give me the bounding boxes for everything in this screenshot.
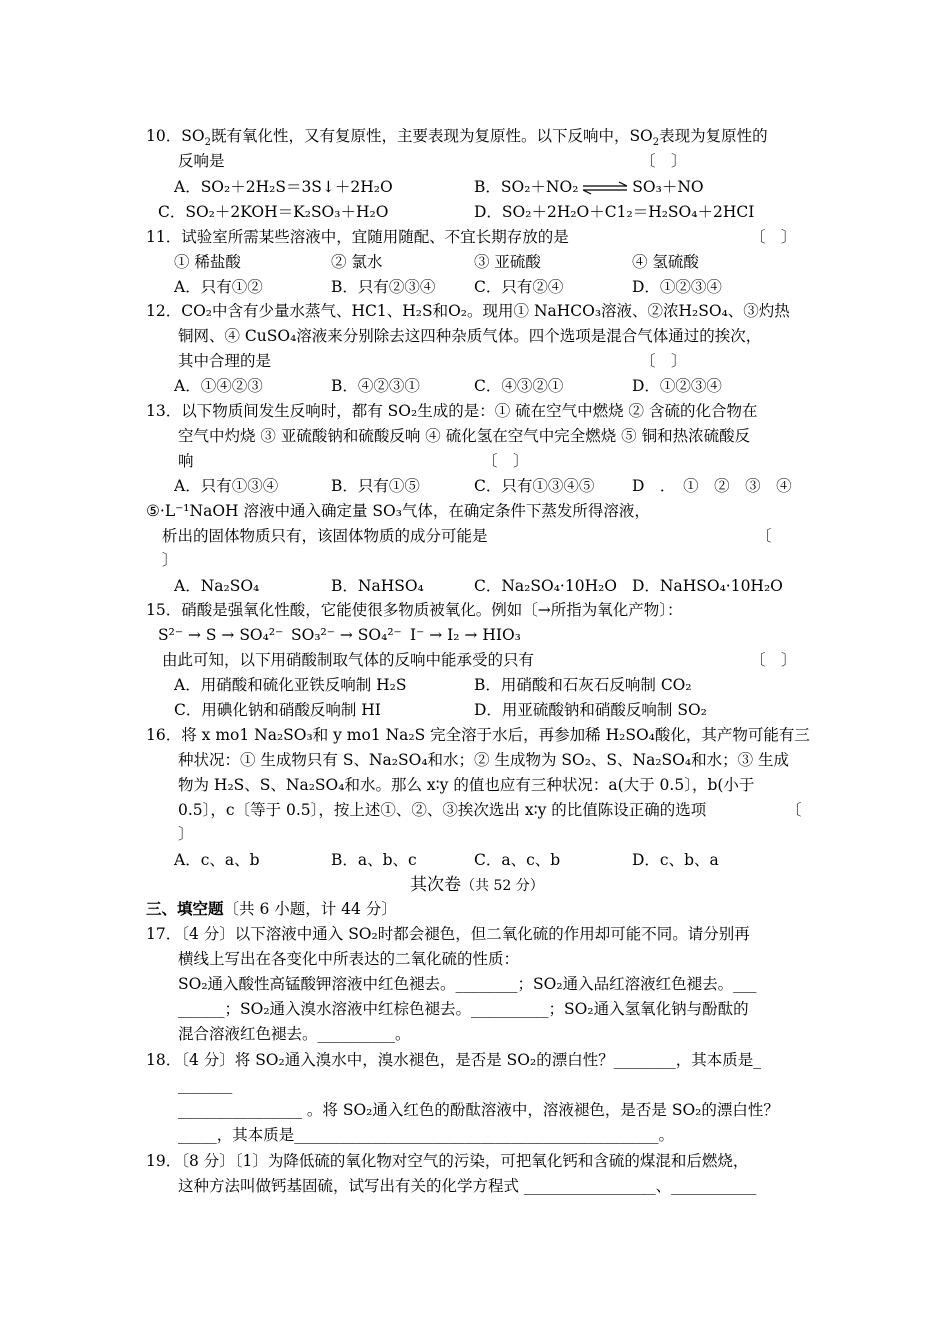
q12-line2: 铜网、④ CuSO₄溶液来分别除去这四种杂质气体。四个选项是混合气体通过的挨次， [178,327,762,345]
q15-line3: 由此可知，以下用硝酸制取气体的反响中能承受的只有 [162,651,535,669]
q13-option-c: C．只有①③④⑤ [474,477,595,495]
q15-example-1: S²⁻ → S → SO₄²⁻ [158,626,284,644]
equilibrium-arrow-icon [583,181,627,195]
q16-option-a: A．c、a、b [174,851,260,869]
q14-paren-close: 〕 [162,551,178,569]
section3-heading [146,899,397,919]
q15-option-a: A．用硝酸和硫化亚铁反响制 H₂S [174,676,407,694]
q15-example-3: I⁻ → I₂ → HIO₃ [410,626,521,644]
q11-option-d: D．①②③④ [632,278,722,296]
q13-option-b: B．只有①⑤ [331,477,420,495]
q13-line2: 空气中灼烧 ③ 亚硫酸钠和硫酸反响 ④ 硫化氢在空气中完全燃烧 ⑤ 铜和热浓硫酸反 [178,427,751,445]
q16-line2: 种状况：① 生成物只有 S、Na₂SO₄和水；② 生成物为 SO₂、S、Na₂SO₄和水；③ 生成 [178,751,790,769]
q14-line2: 析出的固体物质只有，该固体物质的成分可能是 [162,527,488,545]
q15-option-d: D．用亚硫酸钠和硝酸反响制 SO₂ [474,701,707,719]
q11-item-4: ④ 氢硫酸 [632,253,699,271]
q14-option-c: C．Na₂SO₄·10H₂O [474,577,618,595]
part2-title: 其次卷 [410,875,461,895]
q16-line1: 16．将 x mo1 Na₂SO₃和 y mo1 Na₂S 完全溶于水后，再参加稀 H₂SO₄酸化，其产物可能有三 [146,726,810,744]
q14-option-d: D．NaHSO₄·10H₂O [632,577,783,595]
q17-line3: SO₂通入酸性高锰酸钾溶液中红色褪去。________；SO₂通入品红溶液红色褪去。___ [178,975,757,993]
q12-line3: 其中合理的是 [178,352,272,370]
q10-option-a: A．SO₂＋2H₂S＝3S↓＋2H₂O [174,178,393,196]
q19-line1: 19．〔8 分〕〔1〕为降低硫的氧化物对空气的污染，可把氧化钙和含硫的煤混和后燃烧， [146,1152,749,1170]
q18-line2: _______ [178,1076,233,1094]
q11-option-c: C．只有②④ [474,278,564,296]
q13-line3: 响 [178,452,194,470]
q11-line1: 11．试验室所需某些溶液中，宜随用随配、不宜长期存放的是 [146,228,569,246]
section3-title: 三、填空题 [146,899,224,918]
q16-option-c: C．a、c、b [474,851,561,869]
q14-option-a: A．Na₂SO₄ [174,577,260,595]
q12-option-b: B．④②③① [331,377,420,395]
q10-option-d: D．SO₂＋2H₂O＋C1₂＝H₂SO₄＋2HCI [474,203,755,221]
q11-paren: 〔 〕 [750,228,797,246]
part2-subtitle: （共 52 分） [461,878,544,894]
q12-option-d: D．①②③④ [632,377,722,395]
q13-option-a: A．只有①③④ [174,477,279,495]
part2-heading [410,875,544,896]
q17-line4: ______；SO₂通入溴水溶液中红棕色褪去。__________；SO₂通入氢氧化钠与酚酞的 [178,1000,749,1018]
q10-line2: 反响是 [178,152,225,170]
q15-option-b: B．用硝酸和石灰石反响制 CO₂ [474,676,692,694]
q14-option-b: B．NaHSO₄ [331,577,424,595]
q16-option-d: D．c、b、a [632,851,719,869]
q15-line1: 15．硝酸是强氧化性酸，它能使很多物质被氧化。例如〔→所指为氧化产物〕： [146,601,683,619]
q14-paren-open: 〔 [756,527,772,545]
q16-paren-close: 〕 [178,825,194,843]
q15-paren: 〔 〕 [750,651,797,669]
q11-item-1: ① 稀盐酸 [174,253,241,271]
q12-option-a: A．①④②③ [174,377,263,395]
q15-option-c: C．用碘化钠和硝酸反响制 HI [174,701,381,719]
q16-line4: 0.5〕，c〔等于 0.5〕，按上述①、②、③挨次选出 x∶y 的比值陈设正确的选项 [178,801,707,819]
q12-line1: 12．CO₂中含有少量水蒸气、HC1、H₂S和O₂。现用① NaHCO₃溶液、②浓H₂SO₄、③灼热 [146,302,790,320]
q16-line3: 物为 H₂S、S、Na₂SO₄和水。那么 x∶y 的值也应有三种状况：a(大于 0.5〕，b(小于 [178,776,755,794]
q18-line1: 18．〔4 分〕将 SO₂通入溴水中，溴水褪色，是否是 SO₂的漂白性？________，其本质是_ [146,1051,761,1069]
q17-line1: 17．〔4 分〕以下溶液中通入 SO₂时都会褪色，但二氧化硫的作用却可能不同。请分别再 [146,925,750,943]
q13-option-d: D ． ① ② ③ ④ [632,477,792,495]
q17-line2: 横线上写出在各变化中所表达的二氧化硫的性质： [178,950,520,968]
q11-item-2: ② 氯水 [331,253,383,271]
q18-line4: _____，其本质是_______________________________________________。 [178,1126,675,1144]
q16-option-b: B．a、b、c [331,851,417,869]
q13-line1: 13．以下物质间发生反响时，都有 SO₂生成的是：① 硫在空气中燃烧 ② 含硫的化合物在 [146,402,758,420]
q14-line1: ⑤·L⁻¹NaOH 溶液中通入确定量 SO₃气体，在确定条件下蒸发所得溶液， [146,502,650,520]
q10-option-c: C．SO₂＋2KOH＝K₂SO₃＋H₂O [158,203,389,221]
q19-line2: 这种方法叫做钙基固硫，试写出有关的化学方程式 _________________、___________ [178,1177,757,1195]
q10-line1: 10．$SO_2$既有氧化性，又有复原性，主要表现为复原性。以下反响中，$SO_2$表现为复原性的 [146,127,768,149]
q10-paren: 〔 〕 [640,152,687,170]
section3-subtitle: 〔共 6 小题，计 44 分〕 [223,900,397,918]
q16-paren-open: 〔 [786,801,802,819]
q12-option-c: C．④③②① [474,377,564,395]
q11-option-b: B．只有②③④ [331,278,436,296]
q12-paren: 〔 〕 [640,352,687,370]
q17-line5: 混合溶液红色褪去。__________。 [178,1025,411,1043]
q15-example-2: SO₃²⁻ → SO₄²⁻ [291,626,402,644]
q11-option-a: A．只有①② [174,278,263,296]
q18-line3: ________________ 。将 SO₂通入红色的酚酞溶液中，溶液褪色，是否是 SO₂的漂白性？ [178,1101,779,1119]
q10-option-b: B．SO₂＋NO₂ SO₃＋NO [474,178,704,196]
q11-item-3: ③ 亚硫酸 [474,253,541,271]
q13-paren: 〔 〕 [482,452,529,470]
